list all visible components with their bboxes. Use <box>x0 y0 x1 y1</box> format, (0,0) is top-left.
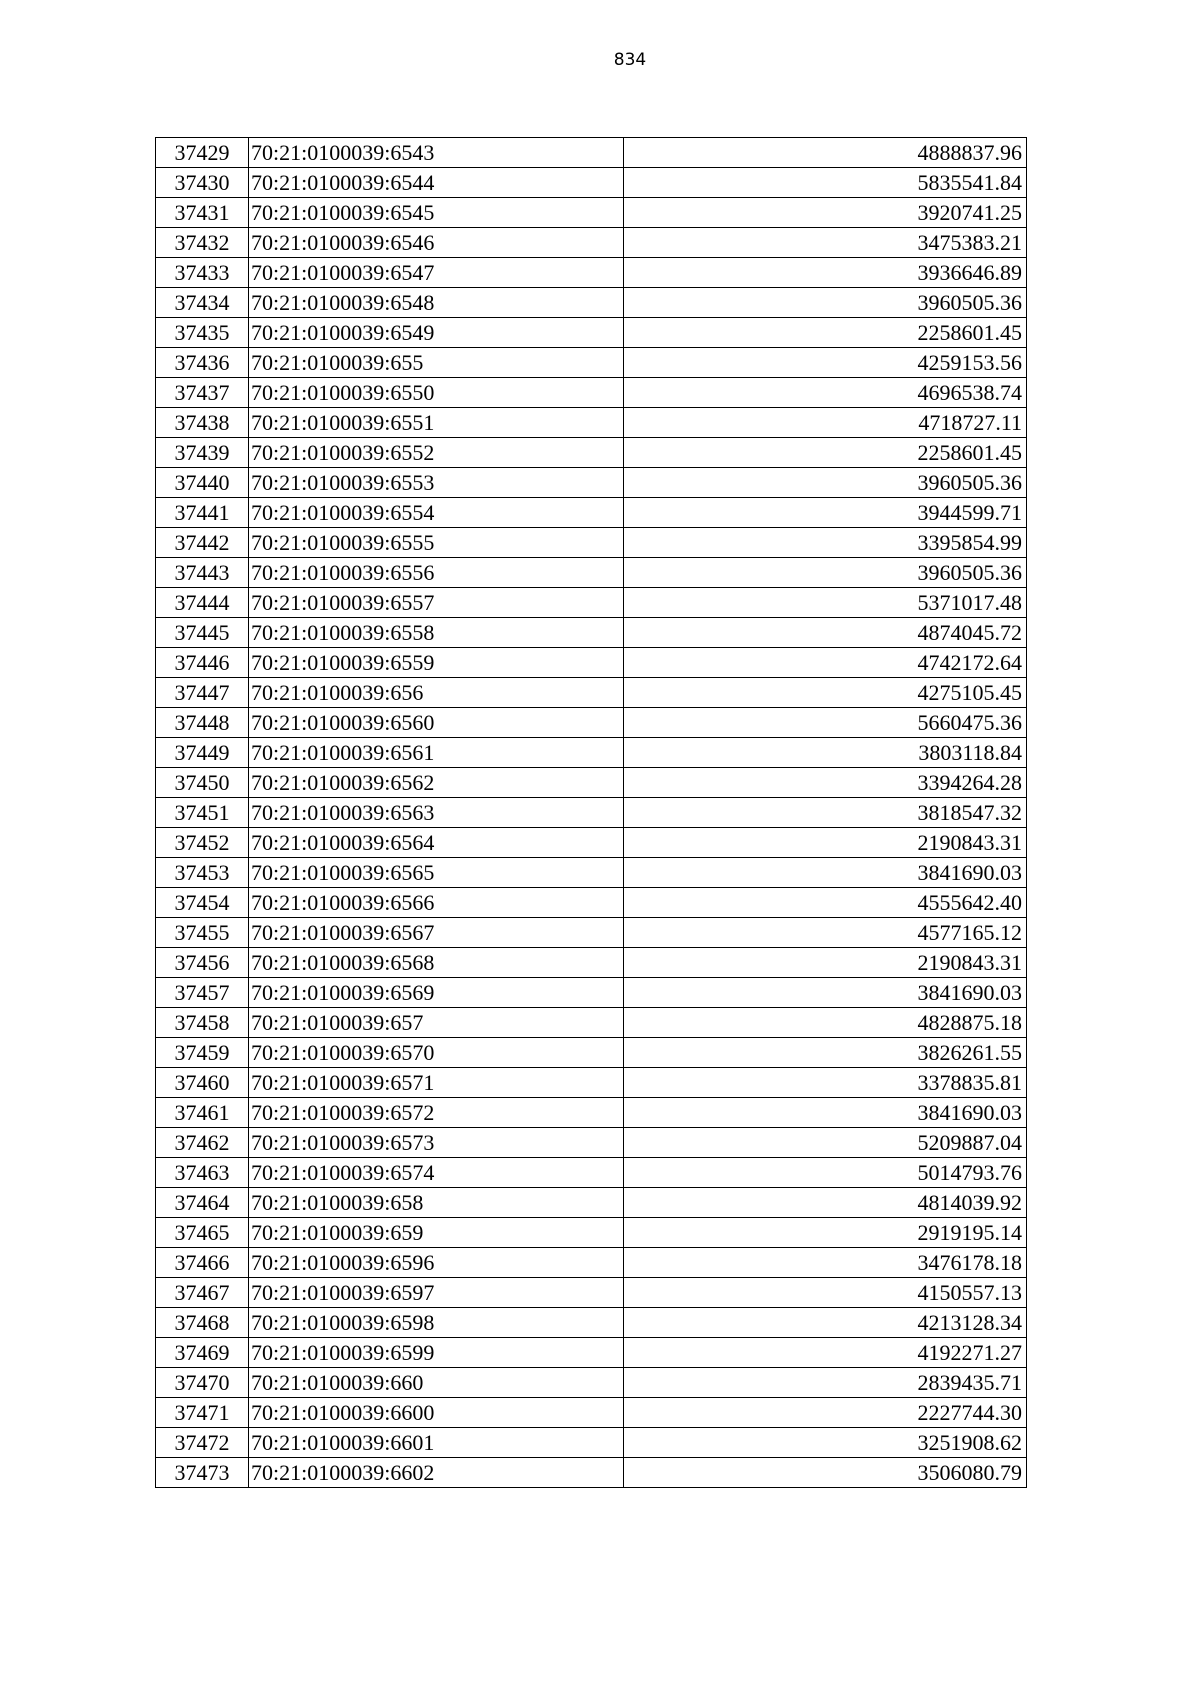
row-number-cell: 37463 <box>156 1158 249 1188</box>
value-cell: 4192271.27 <box>624 1338 1027 1368</box>
cadastral-number-cell: 70:21:0100039:6543 <box>249 138 624 168</box>
table-row <box>156 798 1027 828</box>
value-cell: 4150557.13 <box>624 1278 1027 1308</box>
row-number-cell: 37461 <box>156 1098 249 1128</box>
value-cell: 4742172.64 <box>624 648 1027 678</box>
cadastral-number-cell: 70:21:0100039:6550 <box>249 378 624 408</box>
value-cell: 5209887.04 <box>624 1128 1027 1158</box>
value-cell: 4814039.92 <box>624 1188 1027 1218</box>
cadastral-number-cell: 70:21:0100039:6562 <box>249 768 624 798</box>
cadastral-number-cell: 70:21:0100039:659 <box>249 1218 624 1248</box>
row-number-cell: 37441 <box>156 498 249 528</box>
cadastral-number-cell: 70:21:0100039:6559 <box>249 648 624 678</box>
cadastral-number-cell: 70:21:0100039:6555 <box>249 528 624 558</box>
row-number-cell: 37434 <box>156 288 249 318</box>
value-cell: 3960505.36 <box>624 468 1027 498</box>
table-row <box>156 1308 1027 1338</box>
cadastral-number-cell: 70:21:0100039:6551 <box>249 408 624 438</box>
value-cell: 3818547.32 <box>624 798 1027 828</box>
table-row <box>156 1158 1027 1188</box>
table-row <box>156 978 1027 1008</box>
table-row <box>156 888 1027 918</box>
table-row <box>156 738 1027 768</box>
value-cell: 3506080.79 <box>624 1458 1027 1488</box>
cadastral-number-cell: 70:21:0100039:6549 <box>249 318 624 348</box>
row-number-cell: 37456 <box>156 948 249 978</box>
row-number-cell: 37459 <box>156 1038 249 1068</box>
value-cell: 3920741.25 <box>624 198 1027 228</box>
row-number-cell: 37460 <box>156 1068 249 1098</box>
value-cell: 2190843.31 <box>624 948 1027 978</box>
value-cell: 4718727.11 <box>624 408 1027 438</box>
row-number-cell: 37453 <box>156 858 249 888</box>
table-row <box>156 198 1027 228</box>
cadastral-number-cell: 70:21:0100039:6567 <box>249 918 624 948</box>
cadastral-number-cell: 70:21:0100039:6568 <box>249 948 624 978</box>
value-cell: 3826261.55 <box>624 1038 1027 1068</box>
row-number-cell: 37470 <box>156 1368 249 1398</box>
row-number-cell: 37429 <box>156 138 249 168</box>
row-number-cell: 37468 <box>156 1308 249 1338</box>
value-cell: 4577165.12 <box>624 918 1027 948</box>
cadastral-number-cell: 70:21:0100039:6599 <box>249 1338 624 1368</box>
table-row <box>156 378 1027 408</box>
row-number-cell: 37452 <box>156 828 249 858</box>
row-number-cell: 37432 <box>156 228 249 258</box>
cadastral-number-cell: 70:21:0100039:658 <box>249 1188 624 1218</box>
table-row <box>156 1278 1027 1308</box>
value-cell: 2190843.31 <box>624 828 1027 858</box>
table-row <box>156 1008 1027 1038</box>
cadastral-number-cell: 70:21:0100039:6556 <box>249 558 624 588</box>
value-cell: 4874045.72 <box>624 618 1027 648</box>
row-number-cell: 37455 <box>156 918 249 948</box>
table-row <box>156 1398 1027 1428</box>
value-cell: 3378835.81 <box>624 1068 1027 1098</box>
value-cell: 3960505.36 <box>624 558 1027 588</box>
value-cell: 3803118.84 <box>624 738 1027 768</box>
cadastral-number-cell: 70:21:0100039:6558 <box>249 618 624 648</box>
table-row <box>156 588 1027 618</box>
cadastral-number-cell: 70:21:0100039:6569 <box>249 978 624 1008</box>
table-row <box>156 348 1027 378</box>
row-number-cell: 37465 <box>156 1218 249 1248</box>
table-row <box>156 318 1027 348</box>
row-number-cell: 37469 <box>156 1338 249 1368</box>
table-row <box>156 1248 1027 1278</box>
row-number-cell: 37471 <box>156 1398 249 1428</box>
cadastral-number-cell: 70:21:0100039:6564 <box>249 828 624 858</box>
row-number-cell: 37431 <box>156 198 249 228</box>
table-row <box>156 1188 1027 1218</box>
value-cell: 2258601.45 <box>624 318 1027 348</box>
cadastral-number-cell: 70:21:0100039:6600 <box>249 1398 624 1428</box>
row-number-cell: 37443 <box>156 558 249 588</box>
table-row <box>156 828 1027 858</box>
table-row <box>156 228 1027 258</box>
value-cell: 4696538.74 <box>624 378 1027 408</box>
row-number-cell: 37464 <box>156 1188 249 1218</box>
row-number-cell: 37433 <box>156 258 249 288</box>
value-cell: 2919195.14 <box>624 1218 1027 1248</box>
cadastral-number-cell: 70:21:0100039:657 <box>249 1008 624 1038</box>
row-number-cell: 37448 <box>156 708 249 738</box>
cadastral-number-cell: 70:21:0100039:6565 <box>249 858 624 888</box>
table-row <box>156 648 1027 678</box>
row-number-cell: 37449 <box>156 738 249 768</box>
value-cell: 3476178.18 <box>624 1248 1027 1278</box>
row-number-cell: 37445 <box>156 618 249 648</box>
value-cell: 5014793.76 <box>624 1158 1027 1188</box>
value-cell: 4259153.56 <box>624 348 1027 378</box>
row-number-cell: 37466 <box>156 1248 249 1278</box>
table-row <box>156 468 1027 498</box>
cadastral-number-cell: 70:21:0100039:6596 <box>249 1248 624 1278</box>
table-row <box>156 1458 1027 1488</box>
table-body <box>156 138 1027 1488</box>
table-row <box>156 288 1027 318</box>
table-container <box>155 137 1027 1488</box>
row-number-cell: 37439 <box>156 438 249 468</box>
value-cell: 2258601.45 <box>624 438 1027 468</box>
table-row <box>156 1428 1027 1458</box>
value-cell: 3841690.03 <box>624 858 1027 888</box>
table-row <box>156 618 1027 648</box>
table-row <box>156 1038 1027 1068</box>
cadastral-number-cell: 70:21:0100039:6571 <box>249 1068 624 1098</box>
value-cell: 5371017.48 <box>624 588 1027 618</box>
table-row <box>156 948 1027 978</box>
row-number-cell: 37430 <box>156 168 249 198</box>
cadastral-number-cell: 70:21:0100039:6574 <box>249 1158 624 1188</box>
table-row <box>156 528 1027 558</box>
row-number-cell: 37446 <box>156 648 249 678</box>
cadastral-number-cell: 70:21:0100039:6560 <box>249 708 624 738</box>
value-cell: 3841690.03 <box>624 1098 1027 1128</box>
value-cell: 2839435.71 <box>624 1368 1027 1398</box>
row-number-cell: 37450 <box>156 768 249 798</box>
cadastral-number-cell: 70:21:0100039:6572 <box>249 1098 624 1128</box>
table-row <box>156 258 1027 288</box>
value-cell: 4275105.45 <box>624 678 1027 708</box>
table-row <box>156 168 1027 198</box>
value-cell: 5835541.84 <box>624 168 1027 198</box>
table-row <box>156 678 1027 708</box>
cadastral-number-cell: 70:21:0100039:6548 <box>249 288 624 318</box>
table-row <box>156 858 1027 888</box>
row-number-cell: 37451 <box>156 798 249 828</box>
row-number-cell: 37472 <box>156 1428 249 1458</box>
value-cell: 2227744.30 <box>624 1398 1027 1428</box>
row-number-cell: 37447 <box>156 678 249 708</box>
row-number-cell: 37438 <box>156 408 249 438</box>
cadastral-number-cell: 70:21:0100039:6546 <box>249 228 624 258</box>
cadastral-number-cell: 70:21:0100039:655 <box>249 348 624 378</box>
table-row <box>156 1338 1027 1368</box>
cadastral-number-cell: 70:21:0100039:6545 <box>249 198 624 228</box>
cadastral-number-cell: 70:21:0100039:6601 <box>249 1428 624 1458</box>
table-row <box>156 708 1027 738</box>
value-cell: 3394264.28 <box>624 768 1027 798</box>
value-cell: 4213128.34 <box>624 1308 1027 1338</box>
row-number-cell: 37454 <box>156 888 249 918</box>
value-cell: 3251908.62 <box>624 1428 1027 1458</box>
cadastral-number-cell: 70:21:0100039:6547 <box>249 258 624 288</box>
cadastral-number-cell: 70:21:0100039:6573 <box>249 1128 624 1158</box>
value-cell: 4828875.18 <box>624 1008 1027 1038</box>
cadastral-number-cell: 70:21:0100039:6597 <box>249 1278 624 1308</box>
page-number: 834 <box>613 50 647 70</box>
value-cell: 3395854.99 <box>624 528 1027 558</box>
table-row <box>156 918 1027 948</box>
cadastral-number-cell: 70:21:0100039:6553 <box>249 468 624 498</box>
cadastral-number-cell: 70:21:0100039:6598 <box>249 1308 624 1338</box>
cadastral-number-cell: 70:21:0100039:656 <box>249 678 624 708</box>
value-cell: 3960505.36 <box>624 288 1027 318</box>
cadastral-number-cell: 70:21:0100039:6554 <box>249 498 624 528</box>
table-row <box>156 138 1027 168</box>
row-number-cell: 37457 <box>156 978 249 1008</box>
row-number-cell: 37444 <box>156 588 249 618</box>
data-table <box>155 137 1027 1488</box>
cadastral-number-cell: 70:21:0100039:6544 <box>249 168 624 198</box>
value-cell: 3936646.89 <box>624 258 1027 288</box>
cadastral-number-cell: 70:21:0100039:6552 <box>249 438 624 468</box>
table-row <box>156 1128 1027 1158</box>
table-row <box>156 768 1027 798</box>
value-cell: 5660475.36 <box>624 708 1027 738</box>
row-number-cell: 37467 <box>156 1278 249 1308</box>
row-number-cell: 37435 <box>156 318 249 348</box>
table-row <box>156 498 1027 528</box>
cadastral-number-cell: 70:21:0100039:6563 <box>249 798 624 828</box>
row-number-cell: 37442 <box>156 528 249 558</box>
cadastral-number-cell: 70:21:0100039:6557 <box>249 588 624 618</box>
table-row <box>156 438 1027 468</box>
table-row <box>156 558 1027 588</box>
cadastral-number-cell: 70:21:0100039:6570 <box>249 1038 624 1068</box>
row-number-cell: 37473 <box>156 1458 249 1488</box>
value-cell: 4888837.96 <box>624 138 1027 168</box>
row-number-cell: 37462 <box>156 1128 249 1158</box>
cadastral-number-cell: 70:21:0100039:6566 <box>249 888 624 918</box>
value-cell: 3475383.21 <box>624 228 1027 258</box>
table-row <box>156 408 1027 438</box>
cadastral-number-cell: 70:21:0100039:660 <box>249 1368 624 1398</box>
table-row <box>156 1368 1027 1398</box>
value-cell: 4555642.40 <box>624 888 1027 918</box>
table-row <box>156 1098 1027 1128</box>
row-number-cell: 37436 <box>156 348 249 378</box>
table-row <box>156 1068 1027 1098</box>
cadastral-number-cell: 70:21:0100039:6602 <box>249 1458 624 1488</box>
value-cell: 3841690.03 <box>624 978 1027 1008</box>
row-number-cell: 37437 <box>156 378 249 408</box>
row-number-cell: 37440 <box>156 468 249 498</box>
row-number-cell: 37458 <box>156 1008 249 1038</box>
value-cell: 3944599.71 <box>624 498 1027 528</box>
cadastral-number-cell: 70:21:0100039:6561 <box>249 738 624 768</box>
table-row <box>156 1218 1027 1248</box>
